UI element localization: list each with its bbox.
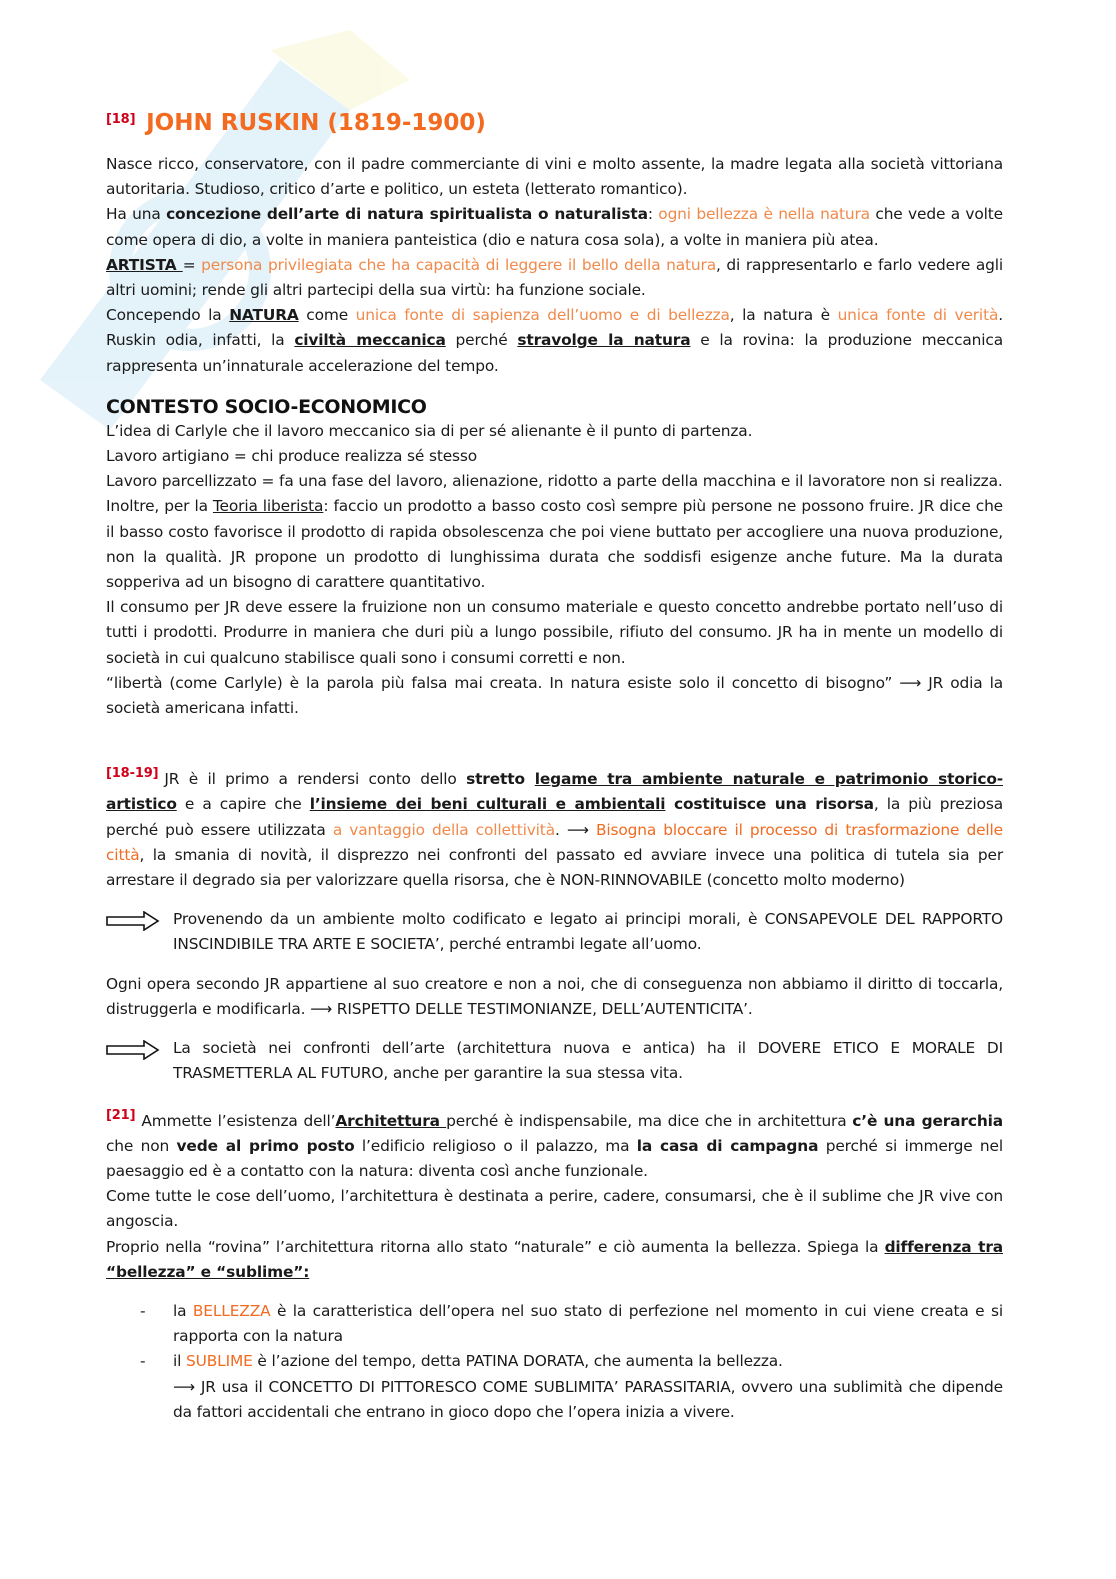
section-21-paragraph-3: Proprio nella “rovina” l’architettura ritorna allo stato “naturale” e ciò aumenta la bellezza. Spiega la differenza tra “bellezza” e “sublime”: <box>106 1237 1003 1281</box>
intro-paragraph-3: ARTISTA = persona privilegiata che ha capacità di leggere il bello della natura, di rappresentarlo e farlo vedere agli altri uomini; rende gli altri partecipi della sua virtù: ha funzione sociale. <box>106 255 1003 300</box>
list-item <box>106 1299 1003 1349</box>
arrow-note-1-text: Provenendo da un ambiente molto codificato e legato ai principi morali, è CONSAPEVOLE DEL RAPPORTO INSCINDIBILE TRA ARTE E SOCIETA’, perché entrambi legate all’uomo. <box>173 910 1003 954</box>
section-18-19-paragraph: [18-19] JR è il primo a rendersi conto dello stretto legame tra ambiente naturale e patrimonio storico-artistico e a capire che l’insieme dei beni culturali e ambientali costituisce una risorsa, la più preziosa perché può essere utilizzata a vantaggio della collettività. ⟶ Bisogna bloccare il processo di trasformazione delle città, la smania di novità, il disprezzo nei confronti del passato ed avviare invece una politica di tutela sia per arrestare il degrado sia per valorizzare quella risorsa, che è NON-RINNOVABILE (concetto molto moderno) <box>106 766 1004 890</box>
arrow-note-2 <box>106 1036 1003 1086</box>
contesto-line-5: Il consumo per JR deve essere la fruizione non un consumo materiale e questo concetto andrebbe portato nell’uso di tutti i prodotti. Produrre in maniera che duri più a lungo possibile, rifiuto del consumo. JR ha in mente un modello di società in cui qualcuno stabilisce quali sono i consumi corretti e non. <box>106 598 1003 667</box>
contesto-line-1: L’idea di Carlyle che il lavoro meccanico sia di per sé alienante è il punto di partenza. <box>106 421 753 440</box>
page-ref-tag: [18] <box>106 112 136 127</box>
section-heading-contesto: CONTESTO SOCIO-ECONOMICO <box>106 395 427 418</box>
opera-paragraph: Ogni opera secondo JR appartiene al suo creatore e non a noi, che di conseguenza non abbiamo il diritto di toccarla, distruggerla e modificarla. ⟶ RISPETTO DELLE TESTIMONIANZE, DELL’AUTENTICITA’. <box>106 974 1003 1018</box>
document-page <box>106 105 1003 1425</box>
intro-paragraph-1: Nasce ricco, conservatore, con il padre commerciante di vini e molto assente, la madre legata alla società vittoriana autoritaria. Studioso, critico d’arte e politico, un esteta (letterato romantico). <box>106 155 1003 199</box>
section-ref-tag: [18-19] <box>106 766 159 782</box>
list-item-sublime: il SUBLIME è l’azione del tempo, detta PATINA DORATA, che aumenta la bellezza. ⟶ JR usa il CONCETTO DI PITTORESCO COME SUBLIMITA’ PARASSITARIA, ovvero una sublimità che dipende da fattori accidentali che entrano in gioco dopo che l’opera inizia a vivere. <box>173 1349 1003 1425</box>
contesto-line-2: Lavoro artigiano = chi produce realizza sé stesso <box>106 447 478 466</box>
arrow-note-1 <box>106 907 1003 957</box>
right-arrow-icon <box>106 1036 173 1068</box>
section-21-paragraph-2: Come tutte le cose dell’uomo, l’architettura è destinata a perire, cadere, consumarsi, che è il sublime che JR vive con angoscia. <box>106 1187 1003 1231</box>
intro-paragraph-4: Concependo la NATURA come unica fonte di sapienza dell’uomo e di bellezza, la natura è unica fonte di verità. Ruskin odia, infatti, la civiltà meccanica perché stravolge la natura e la rovina: la produzione meccanica rappresenta un’innaturale accelerazione del tempo. <box>106 306 1004 375</box>
contesto-line-4: Inoltre, per la Teoria liberista: faccio un prodotto a basso costo così sempre più persone ne possono fruire. JR dice che il basso costo favorisce il prodotto di rapida obsolescenza che poi viene buttato per accogliere una nuova produzione, non la qualità. JR propone un prodotto di lunghissima durata che soddisfi esigenze anche future. Ma la durata sopperiva ad un bisogno di carattere quantitativo. <box>106 497 1004 592</box>
list-item <box>106 1349 1003 1425</box>
contesto-line-6: “libertà (come Carlyle) è la parola più falsa mai creata. In natura esiste solo il concetto di bisogno” ⟶ JR odia la società americana infatti. <box>106 673 1003 718</box>
arrow-note-2-text: La società nei confronti dell’arte (architettura nuova e antica) ha il DOVERE ETICO E MORALE DI TRASMETTERLA AL FUTURO, anche per garantire la sua stessa vita. <box>173 1039 1003 1083</box>
page-header <box>106 105 1003 140</box>
pittoresco-note: ⟶ JR usa il CONCETTO DI PITTORESCO COME SUBLIMITA’ PARASSITARIA, ovvero una sublimità che dipende da fattori accidentali che entrano in gioco dopo che l’opera inizia a vivere. <box>173 1377 1003 1421</box>
contesto-line-3: Lavoro parcellizzato = fa una fase del lavoro, alienazione, ridotto a parte della macchina e il lavoratore non si realizza. <box>106 472 1003 491</box>
section-ref-tag: [21] <box>106 1107 136 1123</box>
list-dash: - <box>140 1301 146 1320</box>
intro-paragraph-2: Ha una concezione dell’arte di natura spiritualista o naturalista: ogni bellezza è nella natura che vede a volte come opera di dio, a volte in maniera panteistica (dio e natura cosa sola), a volte in maniera più atea. <box>106 205 1003 249</box>
list-item-bellezza: la BELLEZZA è la caratteristica dell’opera nel suo stato di perfezione nel momento in cui viene creata e si rapporta con la natura <box>173 1301 1003 1346</box>
page-title: JOHN RUSKIN (1819-1900) <box>146 110 486 136</box>
right-arrow-icon <box>106 907 173 939</box>
section-21-paragraph: [21] Ammette l’esistenza dell’Architettura perché è indispensabile, ma dice che in architettura c’è una gerarchia che non vede al primo posto l’edificio religioso o il palazzo, ma la casa di campagna perché si immerge nel paesaggio ed è a contatto con la natura: diventa così anche funzionale. <box>106 1107 1003 1180</box>
list-dash: - <box>140 1352 146 1371</box>
